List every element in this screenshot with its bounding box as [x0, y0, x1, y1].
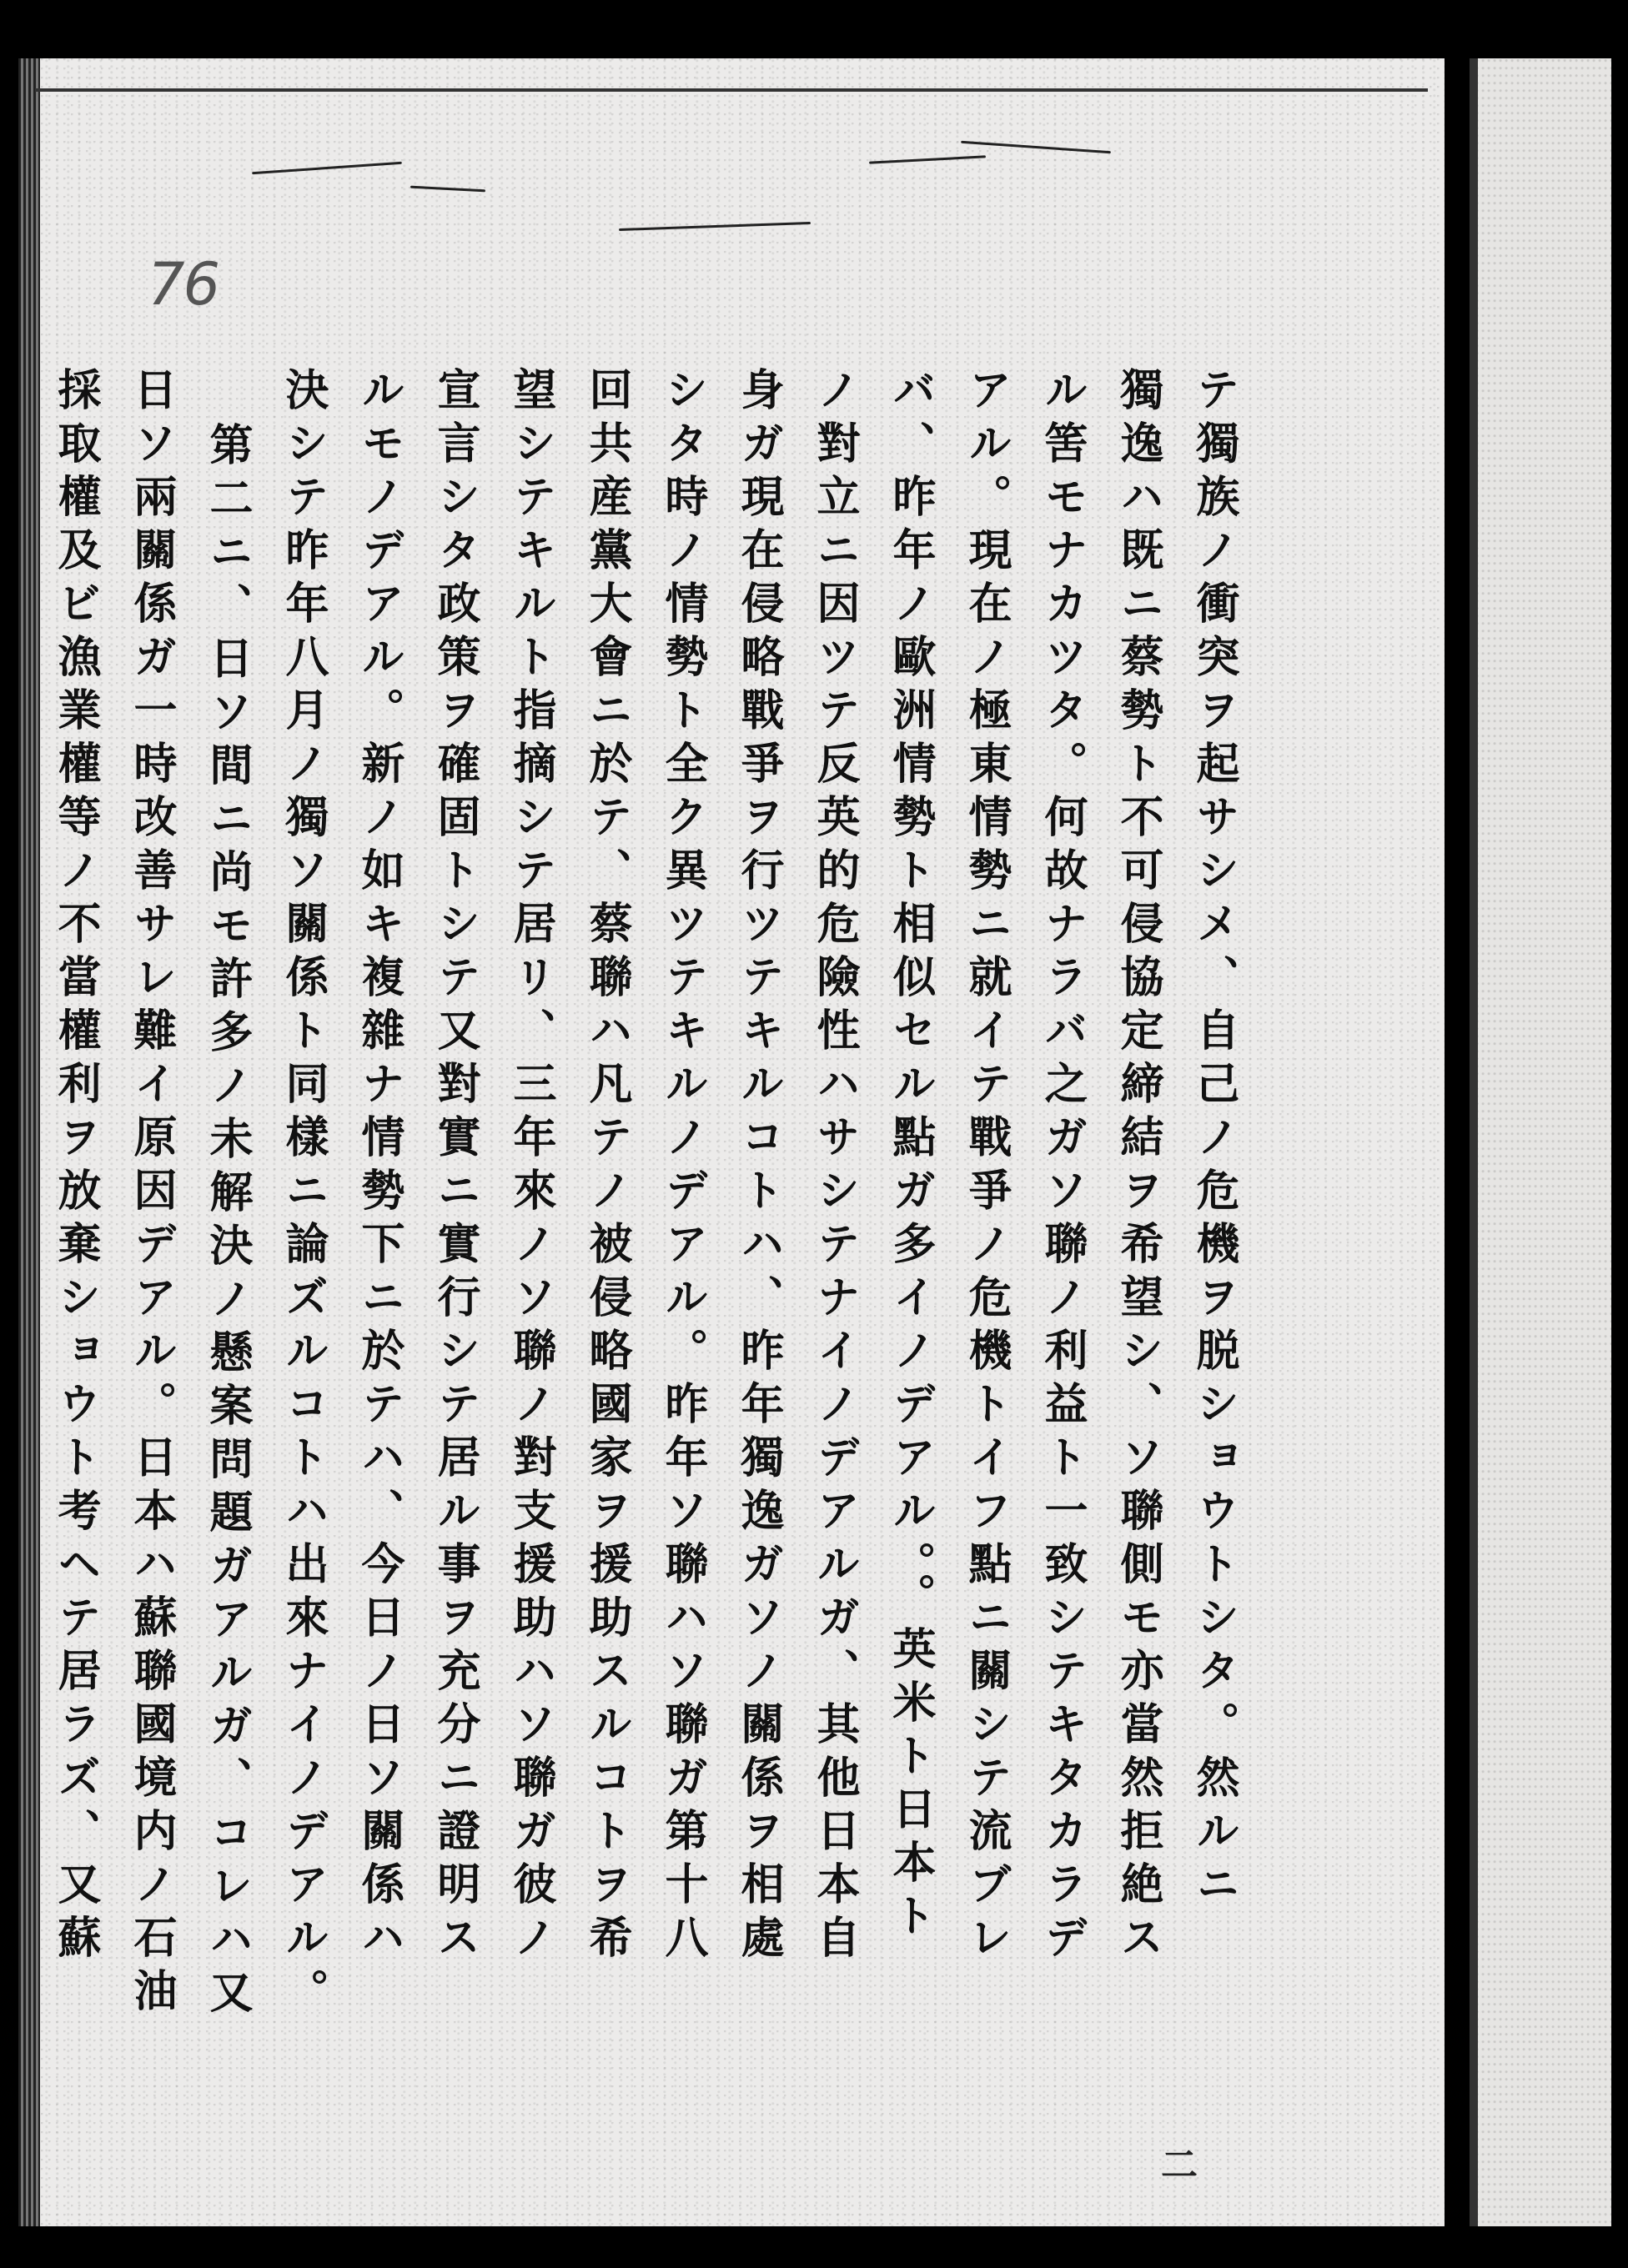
- page-binding-edge: [18, 58, 40, 2226]
- text-column: 決シテ昨年八月ノ獨ソ關係ト同樣ニ論ズルコトハ出來ナイノデアル。: [278, 367, 329, 2021]
- scan-scratch: [619, 222, 811, 231]
- text-column: バ、昨年ノ歐洲情勢ト相似セル點ガ多イノデアル。。英米ト日本ト: [885, 367, 936, 1946]
- text-column: 採取權及ビ漁業權等ノ不當權利ヲ放棄ショウト考ヘテ居ラズ、又蘇: [50, 367, 101, 1968]
- text-column: ノ對立ニ因ツテ反英的危險性ハサシテナイノデアルガ、其他日本自: [809, 367, 860, 1968]
- page-bottom-mark: 二: [1161, 2144, 1198, 2186]
- text-column: 望シテキルト指摘シテ居リ、三年來ノソ聯ノ對支援助ハソ聯ガ彼ノ: [505, 367, 556, 1968]
- text-column: 身ガ現在侵略戰爭ヲ行ツテキルコトハ、昨年獨逸ガソノ關係ヲ相處: [733, 367, 784, 1968]
- adjacent-page-strip: [1470, 58, 1611, 2226]
- vertical-text-block: [50, 367, 1239, 2023]
- text-column: 回共産黨大會ニ於テ、蔡聯ハ凡テノ被侵略國家ヲ援助スルコトヲ希: [581, 367, 632, 1968]
- scan-scratch: [869, 155, 986, 163]
- text-column: 第二ニ、日ソ間ニ尚モ許多ノ未解決ノ懸案問題ガアルガ、コレハ又: [202, 422, 253, 2023]
- scan-scratch: [410, 186, 485, 193]
- text-column: テ獨族ノ衝突ヲ起サシメ、自己ノ危機ヲ脱ショウトシタ。然ルニ: [1188, 367, 1239, 1914]
- text-column: アル。現在ノ極東情勢ニ就イテ戰爭ノ危機トイフ點ニ關シテ流ブレ: [961, 367, 1012, 1968]
- adjacent-page-edge: [1470, 58, 1478, 2226]
- text-column: ル筈モナカツタ。何故ナラバ之ガソ聯ノ利益ト一致シテキタカラデ: [1037, 367, 1088, 1968]
- page-number: 76: [148, 250, 219, 319]
- text-column: ルモノデアル。新ノ如キ複雜ナ情勢下ニ於テハ、今日ノ日ソ關係ハ: [354, 367, 404, 1968]
- text-column: 宣言シタ政策ヲ確固トシテ又對實ニ實行シテ居ル事ヲ充分ニ證明ス: [430, 367, 480, 1968]
- scan-scratch: [252, 162, 402, 175]
- scan-scratch: [961, 141, 1111, 154]
- text-column: 日ソ兩關係ガ一時改善サレ難イ原因デアル。日本ハ蘇聯國境内ノ石油: [126, 367, 177, 2021]
- book-page: [18, 58, 1445, 2226]
- text-column: 獨逸ハ既ニ蔡勢ト不可侵協定締結ヲ希望シ、ソ聯側モ亦當然拒絶ス: [1113, 367, 1163, 1968]
- text-column: シタ時ノ情勢ト全ク異ツテキルノデアル。昨年ソ聯ハソ聯ガ第十八: [657, 367, 708, 1968]
- page-top-border: [35, 88, 1428, 92]
